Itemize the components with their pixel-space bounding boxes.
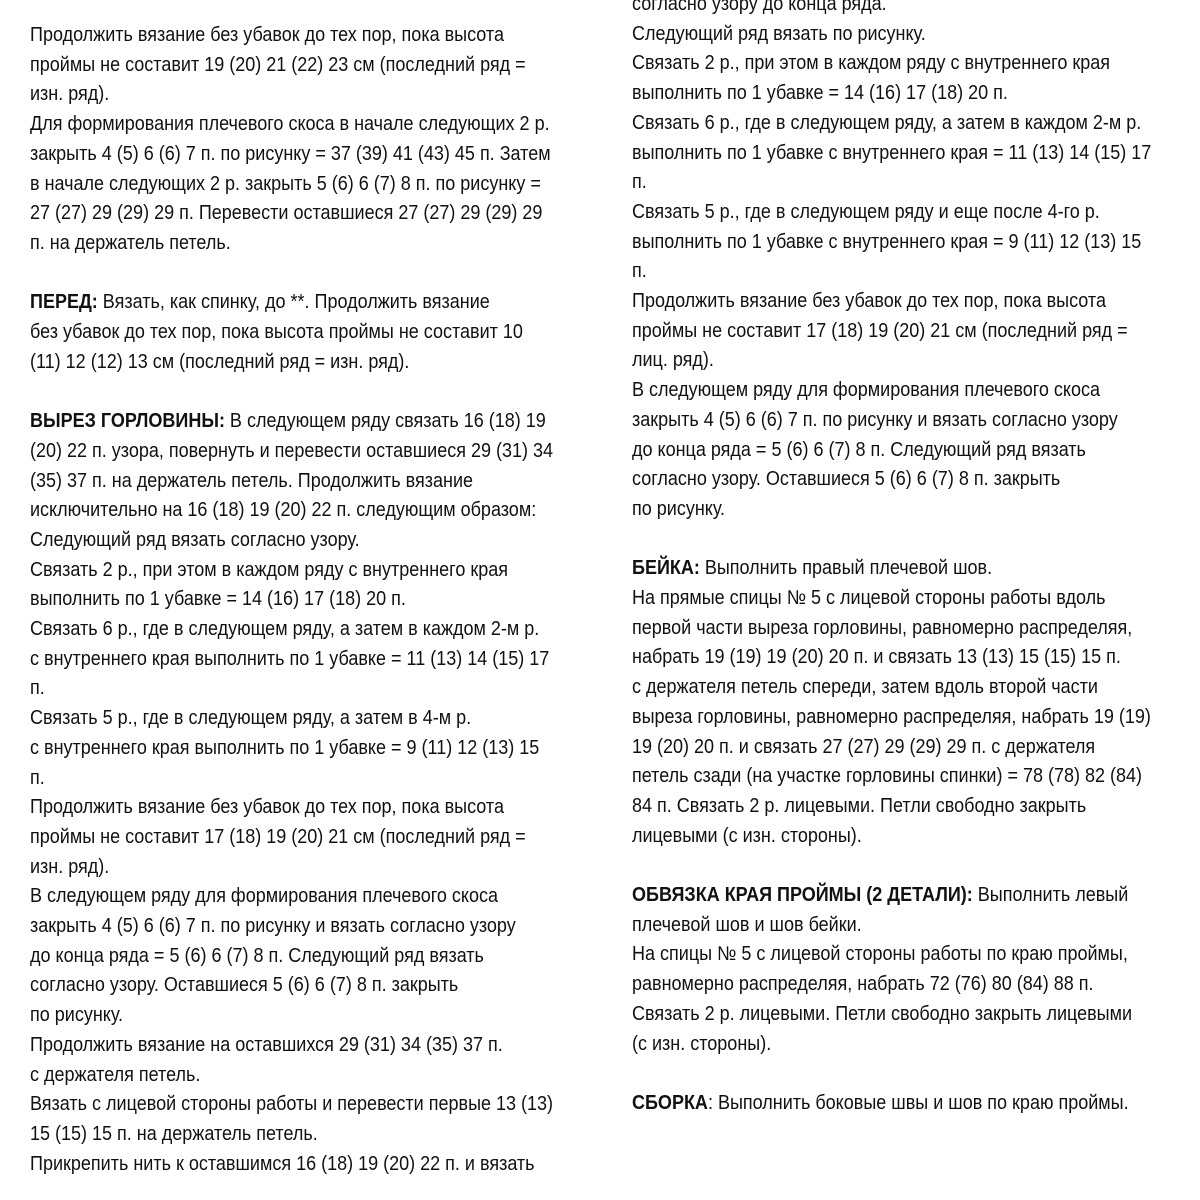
line-text: выполнить по 1 убавке с внутреннего края = 9 (11) 12 (13) 15	[632, 230, 1142, 253]
text-line	[30, 585, 570, 615]
line-text: проймы не составит 17 (18) 19 (20) 21 см (последний ряд =	[30, 825, 526, 848]
text-line	[632, 0, 1177, 20]
text-line	[30, 288, 570, 318]
text-line	[632, 139, 1177, 169]
text-line	[30, 140, 570, 170]
line-text: На спицы № 5 с лицевой стороны работы по краю проймы,	[632, 943, 1128, 966]
section-heading: СБОРКА	[632, 1091, 708, 1114]
line-text: Продолжить вязание на оставшихся 29 (31) 34 (35) 37 п.	[30, 1033, 503, 1056]
line-text: до конца ряда = 5 (6) 6 (7) 8 п. Следующий ряд вязать	[30, 944, 484, 967]
line-text: п. на держатель петель.	[30, 231, 231, 254]
text-line	[30, 882, 570, 912]
text-line	[632, 287, 1177, 317]
line-text: первой части выреза горловины, равномерно распределяя,	[632, 616, 1133, 639]
line-text: закрыть 4 (5) 6 (6) 7 п. по рисунку = 37 (39) 41 (43) 45 п. Затем	[30, 142, 551, 165]
text-line	[30, 853, 570, 883]
line-text: (20) 22 п. узора, повернуть и перевести оставшиеся 29 (31) 34	[30, 439, 554, 462]
text-line	[30, 912, 570, 942]
text-line	[30, 645, 570, 675]
text-line	[30, 971, 570, 1001]
line-text: с внутреннего края выполнить по 1 убавке = 11 (13) 14 (15) 17	[30, 647, 550, 670]
line-text: На прямые спицы № 5 с лицевой стороны работы вдоль	[632, 587, 1106, 610]
text-line	[632, 228, 1177, 258]
line-text: набрать 19 (19) 19 (20) 20 п. и связать 13 (13) 15 (15) 15 п.	[632, 646, 1121, 669]
line-text: 15 (15) 15 п. на держатель петель.	[30, 1122, 318, 1145]
line-text: проймы не составит 17 (18) 19 (20) 21 см (последний ряд =	[632, 319, 1128, 342]
right-column	[632, 0, 1177, 1200]
line-text: лиц. ряд).	[632, 349, 714, 372]
text-line	[30, 1031, 570, 1061]
text-line	[30, 793, 570, 823]
blank-line	[30, 259, 570, 289]
blank-line	[632, 851, 1177, 881]
line-text: Связать 2 р., при этом в каждом ряду с внутреннего края	[632, 52, 1110, 75]
text-line	[30, 734, 570, 764]
line-text: закрыть 4 (5) 6 (6) 7 п. по рисунку и вязать согласно узору	[632, 408, 1118, 431]
line-text: плечевой шов и шов бейки.	[632, 913, 862, 936]
text-line	[632, 940, 1177, 970]
line-text: (35) 37 п. на держатель петель. Продолжить вязание	[30, 469, 474, 492]
text-line	[632, 970, 1177, 1000]
text-line	[632, 257, 1177, 287]
text-line	[632, 673, 1177, 703]
line-text: Связать 6 р., где в следующем ряду, а затем в каждом 2-м р.	[30, 618, 540, 641]
text-line	[632, 436, 1177, 466]
line-text: по рисунку.	[632, 497, 726, 520]
text-line	[30, 526, 570, 556]
text-line	[30, 556, 570, 586]
line-text: Связать 2 р. лицевыми. Петли свободно закрыть лицевыми	[632, 1002, 1133, 1025]
line-text: изн. ряд).	[30, 83, 110, 106]
text-line	[632, 20, 1177, 50]
text-line	[30, 467, 570, 497]
line-text: закрыть 4 (5) 6 (6) 7 п. по рисунку и вязать согласно узору	[30, 915, 516, 938]
text-line	[30, 199, 570, 229]
line-text: (11) 12 (12) 13 см (последний ряд = изн. ряд).	[30, 350, 410, 373]
text-line	[30, 170, 570, 200]
text-line	[30, 1090, 570, 1120]
text-line	[30, 348, 570, 378]
section-heading: БЕЙКА:	[632, 557, 700, 580]
text-line	[30, 674, 570, 704]
line-text: равномерно распределяя, набрать 72 (76) 80 (84) 88 п.	[632, 973, 1094, 996]
text-line	[632, 643, 1177, 673]
line-text: Следующий ряд вязать согласно узору.	[30, 528, 360, 551]
line-text: В следующем ряду связать 16 (18) 19	[224, 410, 546, 433]
line-text: Вязать с лицевой стороны работы и перевести первые 13 (13)	[30, 1093, 554, 1116]
text-line	[632, 1030, 1177, 1060]
text-line	[30, 615, 570, 645]
text-line	[30, 110, 570, 140]
line-text: п.	[30, 766, 45, 789]
text-line	[30, 318, 570, 348]
line-text: Связать 5 р., где в следующем ряду, а затем в 4-м р.	[30, 707, 472, 730]
text-line	[632, 792, 1177, 822]
text-line	[632, 554, 1177, 584]
line-text: 19 (20) 20 п. и связать 27 (27) 29 (29) 29 п. с держателя	[632, 735, 1096, 758]
text-line	[30, 1120, 570, 1150]
line-text: изн. ряд).	[30, 855, 110, 878]
text-line	[30, 764, 570, 794]
line-text: лицевыми (с изн. стороны).	[632, 824, 862, 847]
text-line	[632, 881, 1177, 911]
text-line	[632, 733, 1177, 763]
text-line	[30, 407, 570, 437]
line-text: Прикрепить нить к оставшимся 16 (18) 19 (20) 22 п. и вязать	[30, 1152, 535, 1175]
text-line	[30, 437, 570, 467]
line-text: Следующий ряд вязать по рисунку.	[632, 22, 926, 45]
text-line	[30, 704, 570, 734]
section-heading: ПЕРЕД:	[30, 291, 98, 314]
text-line	[632, 317, 1177, 347]
text-line	[632, 822, 1177, 852]
line-text: Вязать, как спинку, до **. Продолжить вязание	[97, 291, 490, 314]
line-text: п.	[632, 260, 647, 283]
line-text: в начале следующих 2 р. закрыть 5 (6) 6 (7) 8 п. по рисунку =	[30, 172, 541, 195]
text-line	[632, 614, 1177, 644]
text-line	[30, 21, 570, 51]
line-text: Выполнить правый плечевой шов.	[699, 557, 993, 580]
line-text: согласно узору до конца ряда.	[632, 0, 887, 15]
line-text: Продолжить вязание без убавок до тех пор, пока высота	[30, 24, 504, 46]
text-line	[632, 465, 1177, 495]
line-text: выполнить по 1 убавке = 14 (16) 17 (18) 20 п.	[30, 588, 406, 611]
blank-line	[632, 525, 1177, 555]
line-text: Продолжить вязание без убавок до тех пор, пока высота	[632, 290, 1106, 313]
line-text: выполнить по 1 убавке с внутреннего края = 11 (13) 14 (15) 17	[632, 141, 1152, 164]
text-line	[632, 762, 1177, 792]
text-line	[30, 80, 570, 110]
line-text: Выполнить левый	[972, 884, 1129, 907]
line-text: выполнить по 1 убавке = 14 (16) 17 (18) 20 п.	[632, 82, 1008, 105]
left-column	[30, 0, 570, 1200]
text-line	[30, 1150, 570, 1180]
line-text: п.	[632, 171, 647, 194]
text-line	[632, 109, 1177, 139]
line-text: исключительно на 16 (18) 19 (20) 22 п. следующим образом:	[30, 499, 537, 522]
line-text: Связать 5 р., где в следующем ряду и еще после 4-го р.	[632, 200, 1100, 223]
text-line	[632, 376, 1177, 406]
line-text: с внутреннего края выполнить по 1 убавке = 9 (11) 12 (13) 15	[30, 736, 540, 759]
text-line	[632, 495, 1177, 525]
line-text: петель сзади (на участке горловины спинки) = 78 (78) 82 (84)	[632, 765, 1143, 788]
line-text: Для формирования плечевого скоса в начале следующих 2 р.	[30, 113, 550, 136]
line-text: с держателя петель.	[30, 1063, 201, 1086]
line-text: п.	[30, 677, 45, 700]
line-text: В следующем ряду для формирования плечевого скоса	[30, 885, 499, 908]
line-text: В следующем ряду для формирования плечевого скоса	[632, 379, 1101, 402]
text-line	[30, 823, 570, 853]
line-text: : Выполнить боковые швы и шов по краю проймы.	[707, 1091, 1129, 1114]
text-line	[632, 198, 1177, 228]
text-line	[632, 346, 1177, 376]
text-line	[30, 496, 570, 526]
line-text: Продолжить вязание без убавок до тех пор, пока высота	[30, 796, 504, 819]
text-line	[30, 1001, 570, 1031]
line-text: согласно узору. Оставшиеся 5 (6) 6 (7) 8 п. закрыть	[30, 974, 459, 997]
text-line	[632, 168, 1177, 198]
text-line	[632, 584, 1177, 614]
line-text: выреза горловины, равномерно распределяя, набрать 19 (19)	[632, 705, 1151, 728]
text-line	[30, 1061, 570, 1091]
text-line	[632, 703, 1177, 733]
line-text: 27 (27) 29 (29) 29 п. Перевести оставшиеся 27 (27) 29 (29) 29	[30, 202, 543, 225]
text-line	[632, 406, 1177, 436]
blank-line	[632, 1059, 1177, 1089]
section-heading: ОБВЯЗКА КРАЯ ПРОЙМЫ (2 ДЕТАЛИ):	[632, 884, 973, 907]
line-text: по рисунку.	[30, 1004, 124, 1027]
line-text: с держателя петель спереди, затем вдоль второй части	[632, 676, 1098, 699]
line-text: 84 п. Связать 2 р. лицевыми. Петли свободно закрыть	[632, 794, 1087, 817]
line-text: проймы не составит 19 (20) 21 (22) 23 см (последний ряд =	[30, 53, 526, 76]
text-line	[632, 49, 1177, 79]
text-line	[632, 1000, 1177, 1030]
text-line	[30, 51, 570, 81]
line-text: Связать 6 р., где в следующем ряду, а затем в каждом 2-м р.	[632, 111, 1142, 134]
line-text: (с изн. стороны).	[632, 1032, 772, 1055]
text-line	[632, 911, 1177, 941]
line-text: согласно узору. Оставшиеся 5 (6) 6 (7) 8 п. закрыть	[632, 468, 1061, 491]
text-line	[632, 1089, 1177, 1119]
line-text: Связать 2 р., при этом в каждом ряду с внутреннего края	[30, 558, 508, 581]
text-line	[30, 229, 570, 259]
section-heading: ВЫРЕЗ ГОРЛОВИНЫ:	[30, 410, 225, 433]
text-line	[30, 942, 570, 972]
line-text: без убавок до тех пор, пока высота проймы не составит 10	[30, 321, 523, 344]
blank-line	[30, 377, 570, 407]
line-text: до конца ряда = 5 (6) 6 (7) 8 п. Следующий ряд вязать	[632, 438, 1086, 461]
text-line	[632, 79, 1177, 109]
